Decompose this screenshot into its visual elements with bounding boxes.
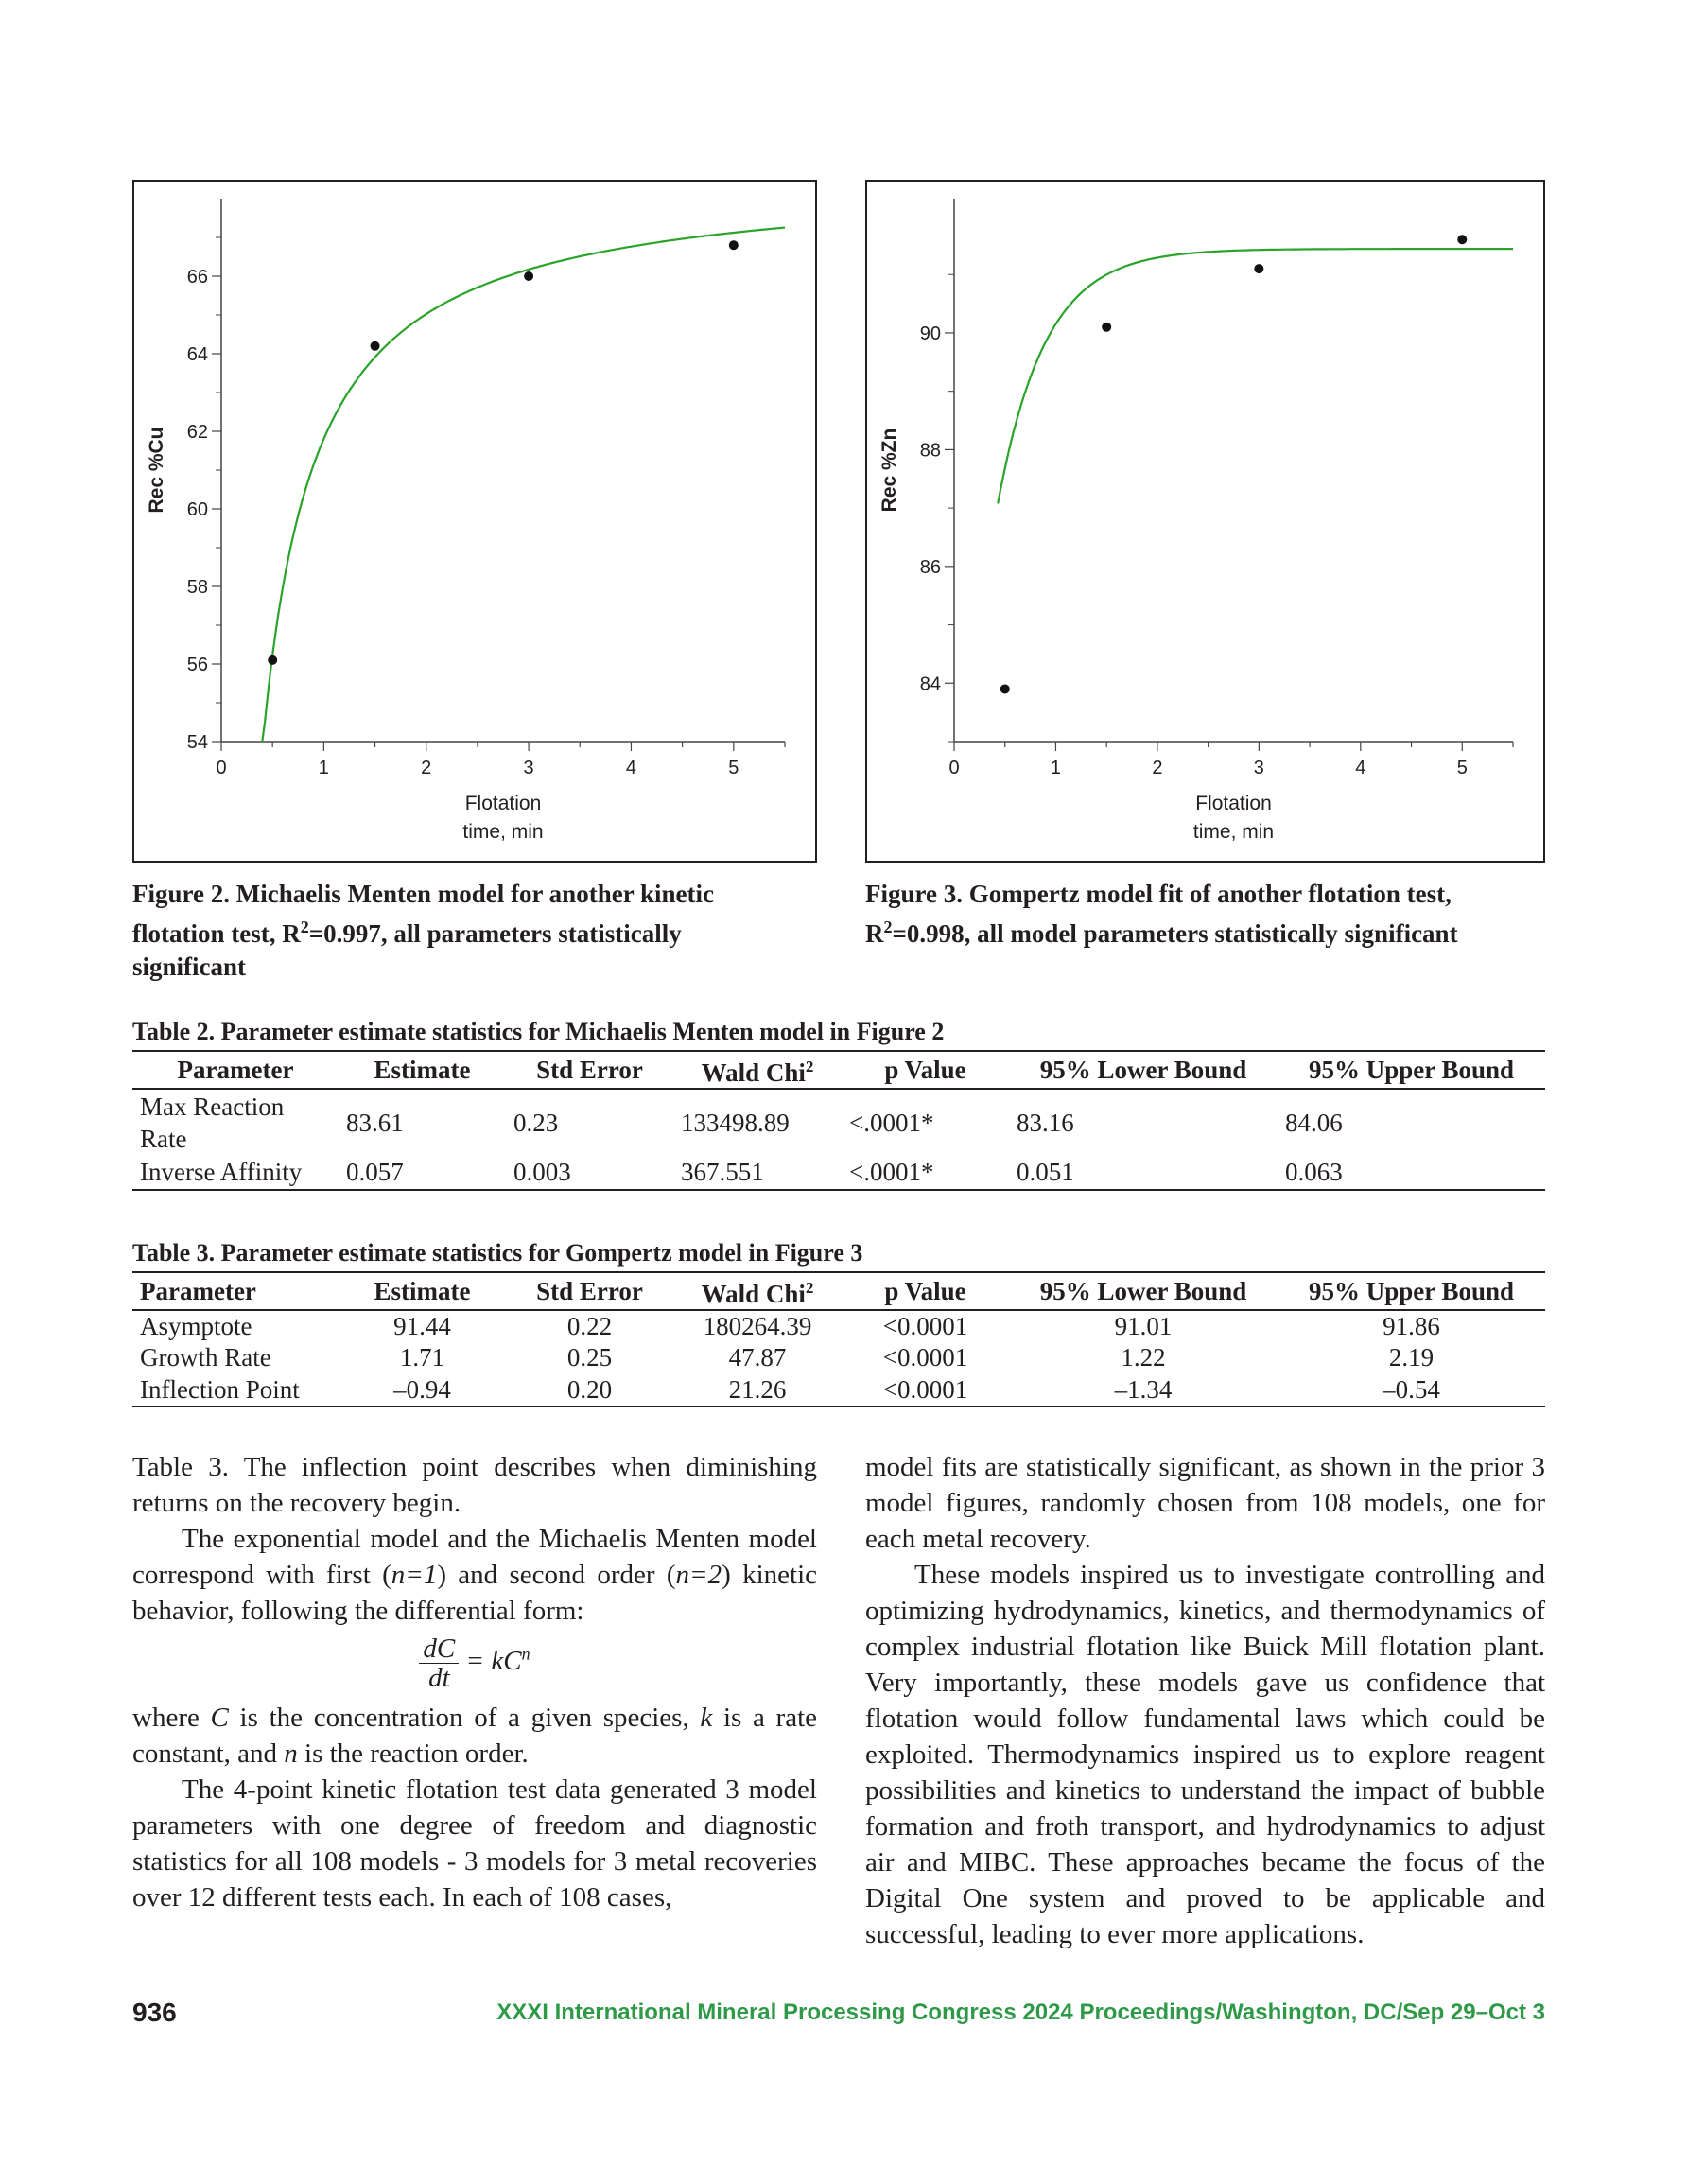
table-cell: –0.94 <box>339 1373 506 1406</box>
table-cell: Asymptote <box>140 1312 252 1340</box>
table-2-title: Table 2. Parameter estimate statistics for Michaelis Menten model in Figure 2 <box>132 1018 945 1045</box>
table-cell: <.0001* <box>842 1156 1009 1190</box>
table-header-cell: Std Error <box>506 1272 673 1310</box>
table-2-header-row <box>132 1051 1545 1089</box>
table-cell: 180264.39 <box>703 1312 812 1340</box>
table-cell: <0.0001 <box>882 1312 968 1340</box>
table-header-cell: Parameter <box>132 1272 339 1310</box>
x-axis-label: time, min <box>462 821 544 843</box>
table-cell: Inverse Affinity <box>132 1156 339 1190</box>
y-tick-label: 64 <box>186 344 208 365</box>
paragraph: These models inspired us to investigate controlling and optimizing hydrodynamics, kinetics, and thermodynamics of complex industrial flotation like Buick Mill flotation plant. Very importantly, these models gave us confidence that flotation would follow fundamental laws which could be exploited. Thermodynamics inspired us to explore reagent possibilities and kinetics to understand the impact of bubble formation and froth transport, and hydrodynamics to adjust air and MIBC. These approaches became the focus of the Digital One system and proved to be applicable and successful, leading to ever more applications. <box>865 1560 1545 1949</box>
x-tick-label: 4 <box>1355 758 1366 778</box>
table-header-cell: Wald Chi$^2$ <box>673 1051 842 1089</box>
table-cell: <0.0001 <box>882 1343 968 1372</box>
table-cell: 0.23 <box>513 1108 559 1137</box>
x-tick-label: 1 <box>1050 758 1062 778</box>
table-cell: 0.003 <box>506 1156 673 1190</box>
y-tick-label: 66 <box>186 267 208 288</box>
table-row <box>132 1156 1545 1190</box>
table-cell: 2.19 <box>1388 1343 1435 1372</box>
y-tick-label: 86 <box>919 556 941 578</box>
data-point <box>1254 264 1263 273</box>
table-header-cell: Estimate <box>339 1051 506 1089</box>
data-point <box>268 655 277 665</box>
table-cell: 83.16 <box>1017 1108 1074 1137</box>
y-tick-label: 88 <box>919 440 941 462</box>
table-cell: 1.71 <box>399 1343 445 1372</box>
table-cell: 91.01 <box>1114 1312 1173 1340</box>
table-row <box>132 1373 1545 1406</box>
table-3 <box>132 1271 1545 1407</box>
data-point <box>729 240 739 250</box>
table-header-cell: Parameter <box>132 1051 339 1089</box>
table-header-cell: 95% Upper Bound <box>1278 1051 1545 1089</box>
table-row <box>132 1089 1545 1156</box>
x-axis-label: Flotation <box>1195 793 1272 814</box>
table-cell: 47.87 <box>728 1343 787 1372</box>
paragraph: Table 3. The inflection point describes when diminishing returns on the recovery begin. <box>132 1452 817 1518</box>
y-tick-label: 54 <box>186 732 208 753</box>
x-axis-label: Flotation <box>464 793 542 814</box>
table-cell: Inflection Point <box>132 1373 339 1406</box>
table-3-title: Table 3. Parameter estimate statistics for Gompertz model in Figure 3 <box>132 1239 863 1267</box>
table-cell: 0.051 <box>1009 1156 1278 1190</box>
x-tick-label: 2 <box>421 758 432 778</box>
table-header-cell: 95% Lower Bound <box>1009 1272 1278 1310</box>
table-cell: 21.26 <box>673 1373 842 1406</box>
paragraph: model fits are statistically significant, as shown in the prior 3 model figures, randomly chosen from 108 models, one for each metal recovery. <box>865 1452 1545 1554</box>
y-tick-label: 84 <box>919 673 941 695</box>
data-point <box>1102 323 1111 332</box>
x-tick-label: 3 <box>1253 758 1264 778</box>
page-number: 936 <box>132 1998 177 2027</box>
table-cell: 367.551 <box>673 1156 842 1190</box>
paragraph: where C is the concentration of a given species, k is a rate constant, and n is the reaction order. <box>132 1703 818 1769</box>
table-header-cell: Wald Chi$^2$ <box>673 1272 842 1310</box>
table-cell: 1.22 <box>1121 1343 1166 1372</box>
table-cell: –1.34 <box>1009 1373 1278 1406</box>
table-header-cell: Std Error <box>506 1051 673 1089</box>
figure-3-svg <box>867 182 1543 861</box>
fit-curve <box>998 249 1513 503</box>
y-tick-label: 62 <box>186 422 208 443</box>
figure-3-chart <box>865 180 1545 863</box>
fit-curve <box>262 228 785 743</box>
table-cell: 0.063 <box>1278 1156 1545 1190</box>
data-point <box>1000 684 1010 693</box>
table-cell: –0.54 <box>1278 1373 1545 1406</box>
table-cell: 91.44 <box>393 1312 451 1340</box>
table-cell: 0.057 <box>339 1156 506 1190</box>
table-header-cell: 95% Lower Bound <box>1009 1051 1278 1089</box>
table-cell: Growth Rate <box>140 1343 271 1372</box>
y-tick-label: 60 <box>186 499 208 520</box>
body-right-column <box>865 1449 1545 1952</box>
table-row <box>132 1341 1545 1373</box>
differential-equation: $\frac{dC}{dt}$ = $kC^n$ <box>132 1634 817 1692</box>
table-3-header-row <box>132 1272 1545 1310</box>
table-cell: 0.20 <box>506 1373 673 1406</box>
body-left-column <box>132 1449 817 1915</box>
x-tick-label: 0 <box>216 758 227 778</box>
x-tick-label: 5 <box>728 758 739 778</box>
figure-2-svg <box>134 182 815 861</box>
table-header-cell: Estimate <box>339 1272 506 1310</box>
x-tick-label: 1 <box>318 758 329 778</box>
table-cell: <.0001* <box>849 1108 934 1137</box>
table-cell: 91.86 <box>1383 1312 1440 1340</box>
x-tick-label: 3 <box>523 758 534 778</box>
figure-2-caption: Figure 2. Michaelis Menten model for another kinetic flotation test, $R^2=0.997$, all parameters statistically significant <box>132 880 714 981</box>
table-header-cell: p Value <box>842 1272 1009 1310</box>
table-row <box>132 1310 1545 1341</box>
paragraph: The 4-point kinetic flotation test data generated 3 model parameters with one degree of freedom and diagnostic statistics for all 108 models - 3 models for 3 metal recoveries over 12 different tests each. In each of 108 cases, <box>132 1774 817 1913</box>
table-cell: 83.61 <box>346 1108 404 1137</box>
table-cell: 0.25 <box>566 1343 613 1372</box>
table-cell: <0.0001 <box>842 1373 1009 1406</box>
running-head: XXXI International Mineral Processing Congress 2024 Proceedings/Washington, DC/Sep 29–Oct 3 <box>496 2000 1545 2025</box>
data-point <box>371 341 380 351</box>
x-tick-label: 2 <box>1152 758 1163 778</box>
table-cell: 0.22 <box>566 1312 613 1340</box>
table-header-cell: 95% Upper Bound <box>1278 1272 1545 1310</box>
table-header-cell: p Value <box>842 1051 1009 1089</box>
y-tick-label: 56 <box>186 655 208 675</box>
figure-3-caption: Figure 3. Gompertz model fit of another flotation test, $R^2=0.998$, all model parameters statistically significant <box>865 880 1458 948</box>
y-tick-label: 58 <box>186 577 208 598</box>
figure-2-chart <box>132 180 817 863</box>
x-tick-label: 5 <box>1456 758 1468 778</box>
table-cell: 133498.89 <box>681 1108 790 1137</box>
data-point <box>524 271 533 281</box>
y-axis-label: Rec %Zn <box>878 428 900 513</box>
paragraph: The exponential model and the Michaelis Menten model correspond with first (n=1) and second order (n=2) kinetic behavior, following the differential form: <box>132 1524 818 1626</box>
y-tick-label: 90 <box>919 323 941 344</box>
x-axis-label: time, min <box>1192 821 1275 843</box>
y-axis-label: Rec %Cu <box>146 427 167 514</box>
x-tick-label: 0 <box>948 758 960 778</box>
table-cell: Max Reaction Rate <box>140 1092 285 1153</box>
table-2 <box>132 1050 1545 1191</box>
x-tick-label: 4 <box>625 758 637 778</box>
table-cell: 84.06 <box>1285 1108 1343 1137</box>
data-point <box>1457 235 1467 244</box>
